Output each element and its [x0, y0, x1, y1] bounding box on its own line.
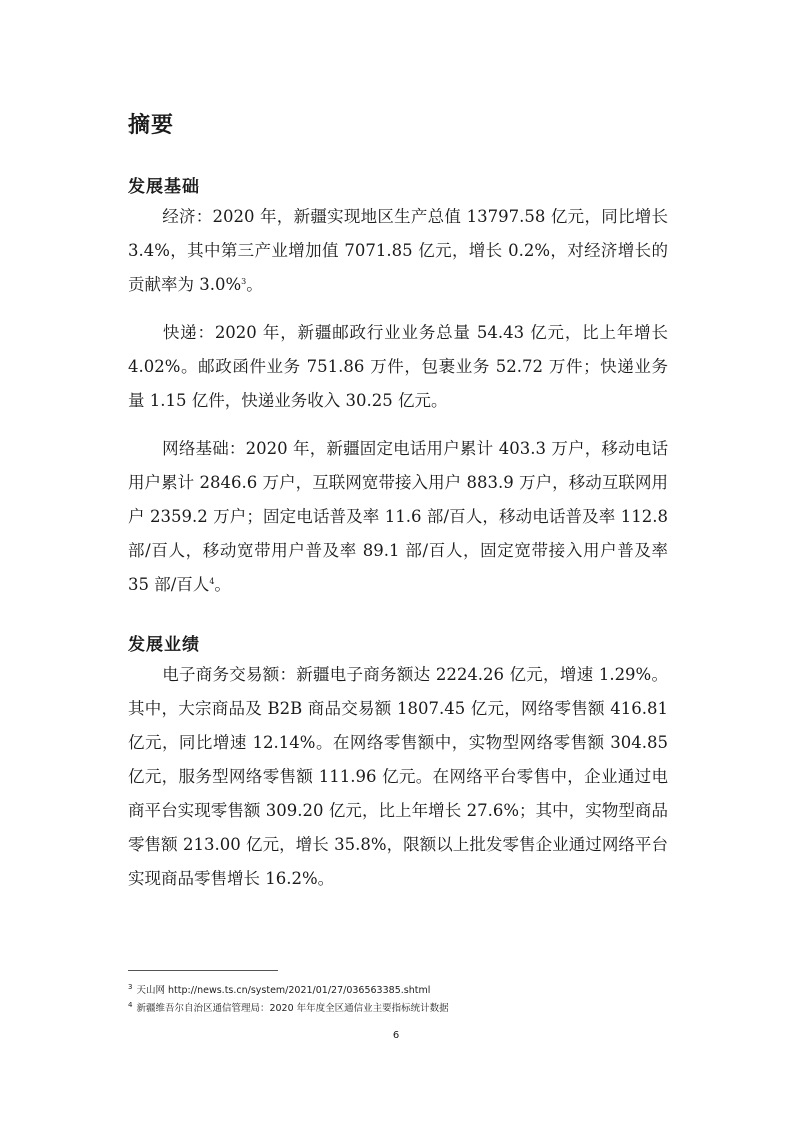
paragraph-economy: 经济：2020 年，新疆实现地区生产总值 13797.58 亿元，同比增长 3.4%，其中第三产业增加值 7071.85 亿元，增长 0.2%，对经济增长的贡献率为 3.0%$^3$。	[128, 207, 668, 294]
page-title: 摘要	[128, 113, 175, 138]
section-heading-development-basis: 发展基础	[128, 177, 200, 197]
paragraph-ecommerce	[128, 658, 668, 896]
footnote-ref-4[interactable]: 4	[209, 577, 215, 586]
paragraph-network-text: 网络基础：2020 年，新疆固定电话用户累计 403.3 万户，移动电话用户累计 2846.6 万户，互联网宽带接入用户 883.9 万户，移动互联网用户 2359.2 万户；固定电话普及率 11.6 部/百人，移动电话普及率 112.8 部/百人，移动宽带用户普及率 89.1 部/百人，固定宽带接入用户普及率 35 部/百人	[128, 439, 668, 594]
footnote-4: $^4$ 新疆维吾尔自治区通信管理局：2020 年年度全区通信业主要指标统计数据	[128, 1001, 449, 1014]
paragraph-network-infrastructure: 网络基础：2020 年，新疆固定电话用户累计 403.3 万户，移动电话用户累计 2846.6 万户，互联网宽带接入用户 883.9 万户，移动互联网用户 2359.2 万户；固定电话普及率 11.6 部/百人，移动电话普及率 112.8 部/百人，移动宽带用户普及率 89.1 部/百人，固定宽带接入用户普及率 35 部/百人$^4$。	[128, 439, 668, 594]
section-heading-development-performance: 发展业绩	[128, 635, 200, 655]
paragraph-ecommerce-text: 电子商务交易额：新疆电子商务额达 2224.26 亿元，增速 1.29%。其中，大宗商品及 B2B 商品交易额 1807.45 亿元，网络零售额 416.81 亿元，同比增速 12.14%。在网络零售额中，实物型网络零售额 304.85 亿元，服务型网络零售额 111.96 亿元。在网络平台零售中，企业通过电商平台实现零售额 309.20 亿元，比上年增长 27.6%；其中，实物型商品零售额 213.00 亿元，增长 35.8%，限额以上批发零售企业通过网络平台实现商品零售增长 16.2%。	[128, 665, 668, 888]
paragraph-economy-text: 经济：2020 年，新疆实现地区生产总值 13797.58 亿元，同比增长 3.4%，其中第三产业增加值 7071.85 亿元，增长 0.2%，对经济增长的贡献率为 3.0%	[128, 207, 668, 294]
footnote-3: $^3$ 天山网 http://news.ts.cn/system/2021/01/27/036563385.shtml	[128, 983, 431, 996]
page-number: 6	[392, 1030, 400, 1041]
footnote-divider	[128, 970, 278, 971]
footnote-ref-3[interactable]: 3	[241, 277, 247, 286]
paragraph-express-text: 快递：2020 年，新疆邮政行业业务总量 54.43 亿元，比上年增长 4.02%。邮政函件业务 751.86 万件，包裹业务 52.72 万件；快递业务量 1.15 亿件，快递业务收入 30.25 亿元。	[128, 323, 668, 410]
paragraph-express	[128, 316, 668, 418]
